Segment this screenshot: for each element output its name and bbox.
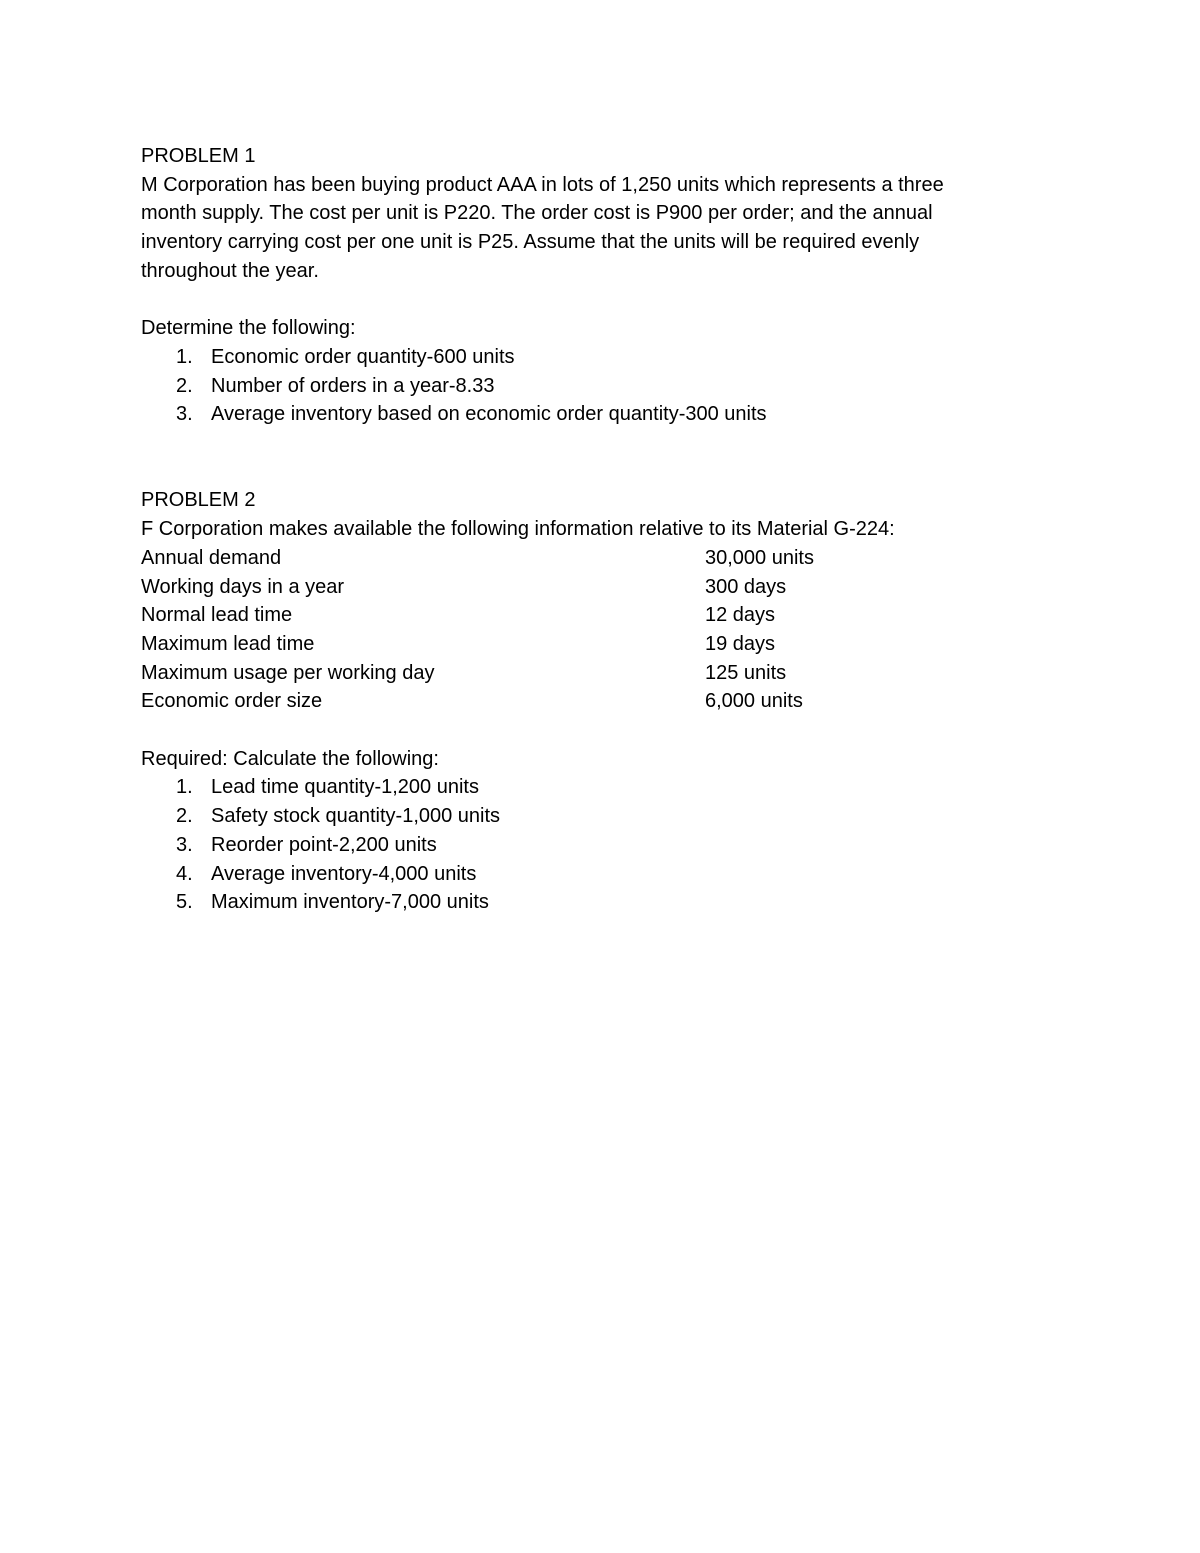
list-item-text: Safety stock quantity-1,000 units xyxy=(211,805,501,828)
list-item-number: 1. xyxy=(176,345,193,368)
info-label: Annual demand xyxy=(141,546,282,569)
problem-1-body-line: month supply. The cost per unit is P220. The order cost is P900 per order; and the annual xyxy=(141,202,933,225)
list-item-number: 2. xyxy=(176,374,193,397)
list-item xyxy=(141,888,1021,917)
spacer xyxy=(141,429,1021,486)
list-item-number: 1. xyxy=(176,776,193,799)
list-item-text: Economic order quantity-600 units xyxy=(211,345,515,368)
spacer xyxy=(141,286,1021,315)
info-row xyxy=(141,544,1021,573)
list-item-text: Reorder point-2,200 units xyxy=(211,833,437,856)
document-page xyxy=(141,142,1021,917)
info-value: 12 days xyxy=(705,604,776,627)
info-label: Maximum usage per working day xyxy=(141,661,435,684)
info-row xyxy=(141,630,1021,659)
list-item xyxy=(141,343,1021,372)
problem-2-intro: F Corporation makes available the following information relative to its Material G-224: xyxy=(141,518,895,541)
list-item-text: Average inventory based on economic order quantity-300 units xyxy=(211,403,767,426)
problem-1-body-line: throughout the year. xyxy=(141,259,319,282)
info-value: 125 units xyxy=(705,661,787,684)
material-info-table xyxy=(141,544,1021,716)
list-item-text: Average inventory-4,000 units xyxy=(211,862,477,885)
problem-1-body xyxy=(141,171,1021,286)
info-row xyxy=(141,573,1021,602)
info-label: Economic order size xyxy=(141,690,323,713)
list-item-text: Lead time quantity-1,200 units xyxy=(211,776,479,799)
problem-1-section xyxy=(141,142,1021,429)
info-label: Working days in a year xyxy=(141,575,345,598)
problem-2-prompt: Required: Calculate the following: xyxy=(141,747,439,770)
list-item xyxy=(141,831,1021,860)
problem-2-answer-list xyxy=(141,773,1021,917)
info-value: 6,000 units xyxy=(705,690,803,713)
list-item-number: 4. xyxy=(176,862,193,885)
info-row xyxy=(141,601,1021,630)
list-item xyxy=(141,773,1021,802)
problem-1-prompt: Determine the following: xyxy=(141,317,356,340)
list-item xyxy=(141,802,1021,831)
list-item-number: 3. xyxy=(176,833,193,856)
list-item-number: 3. xyxy=(176,403,193,426)
problem-1-answer-list xyxy=(141,343,1021,429)
list-item xyxy=(141,400,1021,429)
info-row xyxy=(141,687,1021,716)
problem-1-heading: PROBLEM 1 xyxy=(141,145,256,167)
problem-1-body-line: inventory carrying cost per one unit is P25. Assume that the units will be required evenly xyxy=(141,231,920,254)
list-item-number: 2. xyxy=(176,805,193,828)
info-value: 19 days xyxy=(705,632,776,655)
list-item-number: 5. xyxy=(176,891,193,914)
list-item-text: Maximum inventory-7,000 units xyxy=(211,891,489,914)
spacer xyxy=(141,716,1021,745)
problem-2-heading: PROBLEM 2 xyxy=(141,489,256,512)
list-item xyxy=(141,860,1021,889)
info-row xyxy=(141,659,1021,688)
problem-2-section xyxy=(141,486,1021,917)
list-item-text: Number of orders in a year-8.33 xyxy=(211,374,495,397)
info-label: Maximum lead time xyxy=(141,632,315,655)
problem-1-body-line: M Corporation has been buying product AAA in lots of 1,250 units which represents a three xyxy=(141,173,944,196)
info-label: Normal lead time xyxy=(141,604,293,627)
info-value: 30,000 units xyxy=(705,546,814,569)
list-item xyxy=(141,372,1021,401)
info-value: 300 days xyxy=(705,575,787,598)
